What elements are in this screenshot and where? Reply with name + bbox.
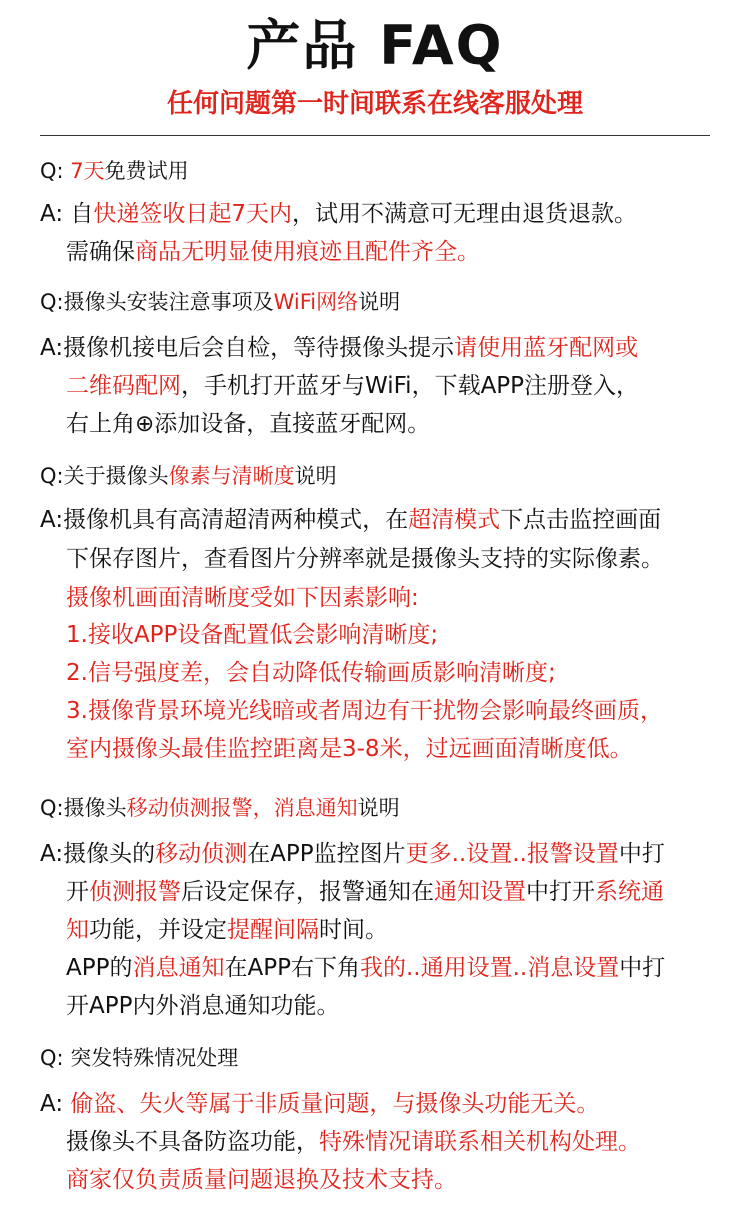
highlight-text: 请使用蓝牙配网或 (454, 335, 639, 361)
faq-answer-line (66, 874, 664, 910)
highlight-text: 1.接收APP设备配置低会影响清晰度; (66, 622, 439, 648)
highlight-text: 7天 (70, 159, 105, 183)
faq-question (40, 284, 400, 320)
faq-answer-line (66, 988, 339, 1024)
faq-answer-line (66, 731, 633, 767)
answer-text: APP的 (66, 955, 133, 981)
highlight-text: 提醒间隔 (227, 917, 319, 943)
answer-text: 需确保 (66, 239, 135, 265)
highlight-text: 特殊情况请联系相关机构处理。 (319, 1129, 641, 1155)
page-title: 产品 FAQ (246, 14, 504, 77)
question-text: 免费试用 (104, 159, 189, 183)
highlight-text: 2.信号强度差，会自动降低传输画质影响清晰度; (66, 660, 556, 686)
faq-answer-line (66, 655, 556, 691)
answer-text: 后设定保存，报警通知在 (181, 879, 434, 905)
question-text: 说明 (294, 464, 337, 488)
highlight-text: 移动侦测 (155, 841, 248, 867)
answer-text: 摄像头不具备防盗功能， (66, 1129, 319, 1155)
faq-answer-line (40, 330, 638, 366)
answer-text: 功能，并设定 (89, 917, 227, 943)
answer-text: A:摄像机具有高清超清两种模式，在 (40, 507, 409, 533)
faq-answer-line (66, 406, 430, 442)
answer-text: 中打开 (526, 879, 595, 905)
page-subtitle: 任何问题第一时间联系在线客服处理 (166, 89, 583, 119)
answer-text: 在APP右下角 (224, 955, 360, 981)
faq-answer-line (66, 1162, 457, 1198)
highlight-text: 通知设置 (434, 879, 526, 905)
highlight-text: 二维码配网 (66, 373, 181, 399)
highlight-text: 侦测报警 (89, 879, 181, 905)
answer-text: 开APP内外消息通知功能。 (66, 993, 340, 1019)
answer-text: A: (40, 1091, 71, 1117)
faq-question (40, 790, 400, 826)
highlight-text: WiFi网络 (273, 290, 359, 314)
highlight-text: 像素与清晰度 (168, 464, 295, 488)
faq-answer-line (40, 502, 661, 538)
faq-answer-line (40, 836, 665, 872)
highlight-text: 超清模式 (408, 507, 501, 533)
answer-text: 中打 (619, 955, 666, 981)
answer-text: 右上角⊕添加设备，直接蓝牙配网。 (66, 411, 431, 437)
faq-answer-line (40, 1086, 599, 1122)
faq-question (40, 1040, 238, 1076)
header-divider (40, 135, 710, 136)
faq-question (40, 458, 337, 494)
question-text: 说明 (357, 796, 400, 820)
highlight-text: 室内摄像头最佳监控距离是3-8米，过远画面清晰度低。 (66, 736, 633, 762)
faq-answer-line (66, 234, 480, 270)
question-text: Q:摄像头安装注意事项及 (40, 290, 274, 314)
highlight-text: 商家仅负责质量问题退换及技术支持。 (66, 1167, 457, 1193)
answer-text: A:摄像机接电后会自检，等待摄像头提示 (40, 335, 455, 361)
highlight-text: 移动侦测报警，消息通知 (126, 796, 358, 820)
faq-answer-line (66, 950, 665, 986)
highlight-text: 3.摄像背景环境光线暗或者周边有干扰物会影响最终画质， (66, 698, 663, 724)
answer-text: ，试用不满意可无理由退货退款。 (292, 201, 638, 227)
question-text: 说明 (358, 290, 401, 314)
faq-answer-line (66, 541, 664, 577)
highlight-text: 商品无明显使用痕迹且配件齐全。 (135, 239, 480, 265)
answer-text: 时间。 (319, 917, 388, 943)
highlight-text: 偷盗、失火等属于非质量问题，与摄像头功能无关。 (70, 1091, 600, 1117)
highlight-text: 快递签收日起7天内 (93, 201, 293, 227)
faq-answer-line (66, 912, 388, 948)
question-text: Q: 突发特殊情况处理 (40, 1046, 239, 1070)
answer-text: A: 自 (40, 201, 94, 227)
question-text: Q: (40, 159, 71, 183)
highlight-text: 摄像机画面清晰度受如下因素影响: (66, 585, 419, 611)
question-text: Q:摄像头 (40, 796, 127, 820)
faq-answer-line (66, 693, 663, 729)
highlight-text: 消息通知 (132, 955, 225, 981)
answer-text: A:摄像头的 (40, 841, 156, 867)
answer-text: 下点击监控画面 (500, 507, 662, 533)
highlight-text: 更多..设置..报警设置 (405, 841, 619, 867)
faq-answer-line (40, 196, 637, 232)
answer-text: 中打 (618, 841, 665, 867)
faq-answer-line (66, 580, 419, 616)
faq-question (40, 153, 189, 189)
highlight-text: 我的..通用设置..消息设置 (359, 955, 620, 981)
faq-answer-line (66, 617, 438, 653)
answer-text: ，手机打开蓝牙与WiFi，下载APP注册登入， (181, 373, 640, 399)
answer-text: 下保存图片，查看图片分辨率就是摄像头支持的实际像素。 (66, 546, 664, 572)
faq-answer-line (66, 1124, 641, 1160)
highlight-text: 知 (66, 917, 89, 943)
question-text: Q:关于摄像头 (40, 464, 169, 488)
faq-answer-line (66, 368, 639, 404)
answer-text: 开 (66, 879, 89, 905)
answer-text: 在APP监控图片 (247, 841, 406, 867)
highlight-text: 系统通 (595, 879, 664, 905)
